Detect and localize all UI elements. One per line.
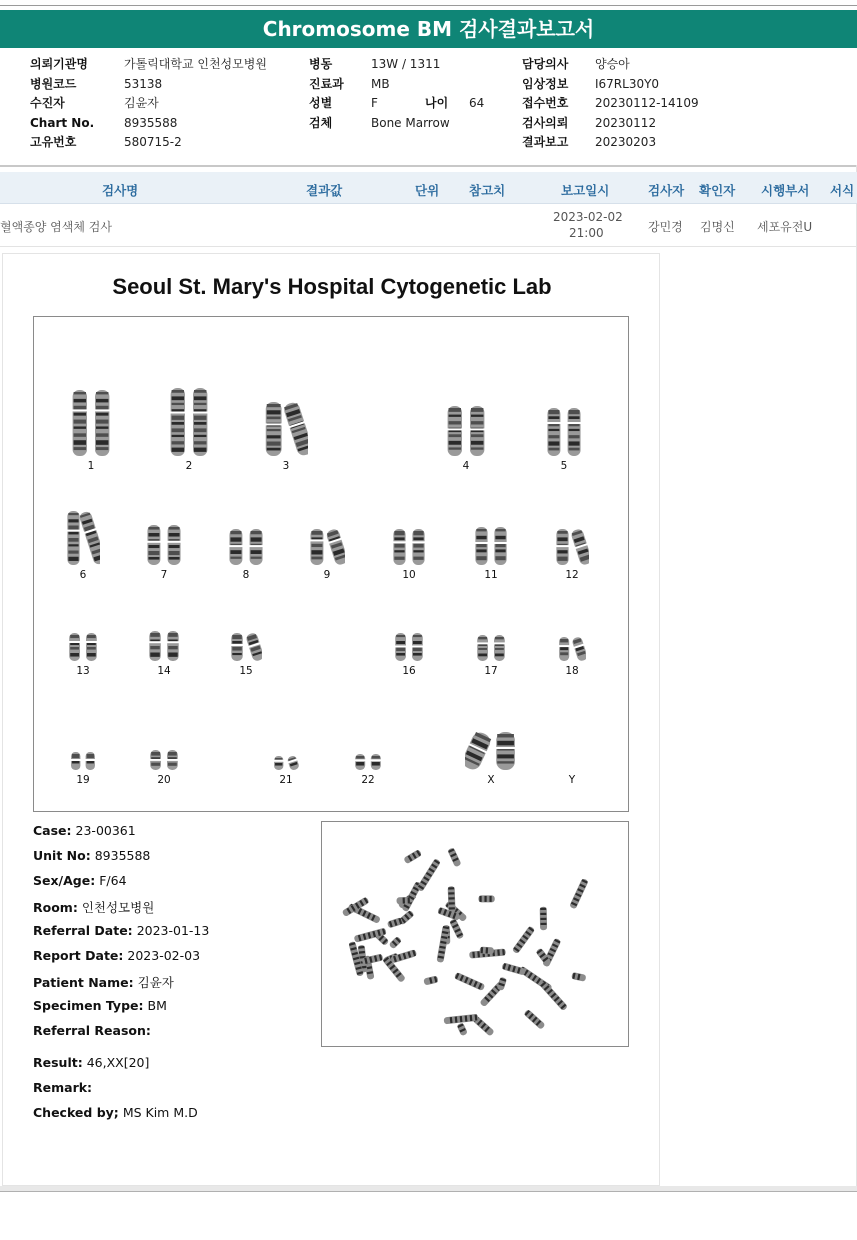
value-age: 64: [469, 96, 485, 110]
table-row[interactable]: [0, 205, 857, 247]
report-field-label: Checked by;: [33, 1105, 119, 1120]
metaphase-chromosome: [388, 936, 402, 950]
metaphase-chromosome: [444, 1014, 479, 1025]
chromosome-pair: [230, 632, 262, 662]
report-field: [33, 873, 127, 888]
chromosome-label: 10: [402, 569, 416, 581]
chromosome-pair: [228, 528, 264, 566]
chromosome-pair: [392, 528, 426, 566]
label-department: 진료과: [309, 76, 344, 91]
cell-confirmer: 김명신: [700, 220, 735, 234]
chromosome-label: 18: [565, 665, 579, 677]
report-field: [33, 1080, 96, 1095]
report-field-value: 23-00361: [75, 823, 136, 838]
value-request-date: 20230112: [595, 115, 657, 130]
chromosome-pair: [476, 634, 506, 662]
chromosome-label: 12: [565, 569, 579, 581]
chromosome-pair: [264, 401, 308, 457]
chromosome-pair: [474, 526, 508, 566]
chromosome-label: 15: [239, 665, 253, 677]
chromosome-pair: [71, 389, 111, 457]
chromosome-pair: [148, 630, 180, 662]
report-field-value: 8935588: [94, 848, 151, 863]
metaphase-spread: [321, 821, 629, 1047]
report-field: [33, 1105, 198, 1120]
label-chart-no: Chart No.: [30, 115, 95, 130]
col-report-datetime: 보고일시: [561, 183, 610, 198]
col-format: 서식: [830, 183, 855, 198]
patient-info-col1: [30, 55, 300, 153]
chromosome-pair: [149, 749, 179, 771]
report-field-label: Case:: [33, 823, 72, 838]
chromosome-pair: [309, 528, 345, 566]
report-field-label: Room:: [33, 900, 78, 915]
chromosome-pair: [465, 731, 517, 771]
chromosome-label: 22: [361, 774, 375, 786]
label-patient: 수진자: [30, 96, 65, 110]
report-field-value: 2023-01-13: [136, 923, 210, 938]
chromosome-pair: [70, 751, 96, 771]
cell-department: 세포유전U: [757, 220, 813, 234]
chromosome-pair: [558, 636, 586, 662]
chromosome-label: 13: [76, 665, 90, 677]
chromosome-pair: [273, 755, 299, 771]
report-field-value: 46,XX[20]: [86, 1055, 150, 1070]
value-department: MB: [371, 76, 390, 91]
report-title: Chromosome BM 검사결과보고서: [0, 10, 857, 48]
report-field-label: Unit No:: [33, 848, 91, 863]
chromosome-pair: [546, 407, 582, 457]
metaphase-chromosome: [396, 897, 411, 904]
chromosome-label: 5: [560, 460, 568, 472]
cell-test-name: 혈액종양 염색체 검사: [0, 220, 112, 234]
metaphase-chromosome: [539, 980, 568, 1011]
report-field-label: Referral Date:: [33, 923, 133, 938]
lab-title: Seoul St. Mary's Hospital Cytogenetic Lab: [112, 274, 552, 299]
value-specimen: Bone Marrow: [371, 115, 450, 130]
chromosome-label: 20: [157, 774, 171, 786]
col-department: 시행부서: [761, 183, 810, 198]
chromosome-label: 9: [323, 569, 331, 581]
value-ward: 13W / 1311: [371, 57, 441, 71]
report-field-value: 인천성모병원: [81, 900, 155, 915]
chromosome-label: 21: [279, 774, 293, 786]
report-field: [33, 948, 200, 963]
metaphase-chromosome: [454, 972, 485, 991]
metaphase-chromosome: [478, 895, 494, 902]
cell-tester: 강민경: [648, 220, 683, 234]
metaphase-chromosome: [449, 918, 464, 939]
col-reference: 참고치: [469, 183, 506, 198]
chromosome-label: 6: [79, 569, 87, 581]
karyotype-report: [2, 253, 660, 1186]
value-institution: 가톨릭대학교 인천성모병원: [124, 57, 267, 71]
value-hospital-code: 53138: [124, 76, 163, 91]
label-ward: 병동: [309, 57, 333, 71]
chromosome-label: 17: [484, 665, 498, 677]
metaphase-chromosome: [501, 962, 526, 975]
report-field-label: Result:: [33, 1055, 83, 1070]
chromosome-pair: [354, 753, 382, 771]
metaphase-chromosome: [456, 1022, 467, 1036]
bottom-rule: [0, 1191, 857, 1192]
chromosome-pair: [66, 510, 100, 566]
value-unique-no: 580715-2: [124, 135, 182, 149]
chromosome-label: X: [487, 774, 495, 786]
chromosome-pair: [169, 387, 209, 457]
metaphase-chromosome: [523, 1009, 545, 1030]
metaphase-chromosome: [423, 976, 438, 986]
chromosome-label: 8: [242, 569, 250, 581]
value-clinical-info: I67RL30Y0: [595, 76, 660, 91]
report-field: [33, 898, 154, 916]
metaphase-chromosome: [540, 907, 547, 931]
report-field-label: Sex/Age:: [33, 873, 96, 888]
label-hospital-code: 병원코드: [30, 76, 77, 91]
karyogram: [33, 316, 629, 812]
report-field: [33, 973, 174, 991]
label-reception-no: 접수번호: [522, 96, 569, 110]
report-field: [33, 848, 150, 863]
label-request-date: 검사의뢰: [522, 115, 569, 130]
report-field: [33, 998, 167, 1013]
col-result: 결과값: [306, 183, 343, 198]
report-field-label: Patient Name:: [33, 975, 134, 990]
cell-report-date: 2023-02-02: [553, 210, 623, 224]
chromosome-pair: [446, 405, 486, 457]
chromosome-label: 7: [160, 569, 168, 581]
value-chart-no: 8935588: [124, 115, 178, 130]
metaphase-chromosome: [512, 926, 536, 955]
metaphase-chromosome: [447, 847, 461, 867]
chromosome-label: 3: [282, 460, 290, 472]
value-patient: 김윤자: [124, 96, 159, 110]
report-field: [33, 1055, 149, 1070]
metaphase-chromosome: [416, 858, 441, 892]
chromosome-pair: [146, 524, 182, 566]
chromosome-pair: [68, 632, 98, 662]
label-unique-no: 고유번호: [30, 135, 77, 149]
report-field-label: Report Date:: [33, 948, 124, 963]
label-age: 나이: [425, 96, 449, 110]
report-field-value: 2023-02-03: [127, 948, 201, 963]
report-field-label: Remark:: [33, 1080, 93, 1095]
patient-info-col2: [309, 55, 509, 133]
col-test-name: 검사명: [102, 183, 139, 198]
value-reception-no: 20230112-14109: [595, 96, 699, 110]
chromosome-label: Y: [568, 774, 576, 786]
label-sex: 성별: [309, 96, 333, 110]
metaphase-chromosome: [571, 972, 586, 982]
report-field: [33, 823, 136, 838]
chromosome-label: 2: [185, 460, 193, 472]
label-specimen: 검체: [309, 115, 333, 130]
chromosome-label: 11: [484, 569, 498, 581]
report-field-label: Specimen Type:: [33, 998, 144, 1013]
chromosome-pair: [394, 632, 424, 662]
metaphase-chromosome: [569, 878, 589, 909]
chromosome-label: 19: [76, 774, 90, 786]
value-sex: F: [371, 96, 378, 110]
report-field-value: F/64: [99, 873, 127, 888]
divider: [0, 165, 857, 167]
col-confirmer: 확인자: [699, 183, 736, 198]
chromosome-label: 16: [402, 665, 416, 677]
metaphase-chromosome: [387, 917, 404, 928]
value-doctor: 양승아: [595, 57, 630, 71]
report-field-label: Referral Reason:: [33, 1023, 151, 1038]
metaphase-spread-image: [322, 822, 628, 1046]
top-rule: [0, 5, 857, 6]
col-unit: 단위: [415, 183, 440, 198]
report-field: [33, 1023, 155, 1038]
chromosome-label: 1: [87, 460, 95, 472]
metaphase-chromosome: [403, 849, 422, 864]
metaphase-chromosome: [448, 886, 456, 913]
label-result-report: 결과보고: [522, 135, 569, 149]
metaphase-chromosome: [480, 947, 495, 955]
col-tester: 검사자: [648, 183, 685, 198]
value-result-report: 20230203: [595, 135, 657, 149]
patient-info-col3: [522, 55, 722, 153]
results-table-header: [0, 172, 857, 204]
report-field-value: 김윤자: [137, 975, 174, 990]
report-field: [33, 923, 209, 938]
chromosome-pair: [555, 528, 589, 566]
label-clinical-info: 임상정보: [522, 76, 569, 91]
report-field-value: MS Kim M.D: [122, 1105, 198, 1120]
chromosome-label: 14: [157, 665, 171, 677]
label-doctor: 담당의사: [522, 57, 569, 71]
report-field-value: BM: [147, 998, 167, 1013]
cell-report-time: 21:00: [569, 226, 604, 240]
label-institution: 의뢰기관명: [30, 57, 88, 71]
chromosome-label: 4: [462, 460, 470, 472]
metaphase-chromosome: [390, 949, 417, 963]
